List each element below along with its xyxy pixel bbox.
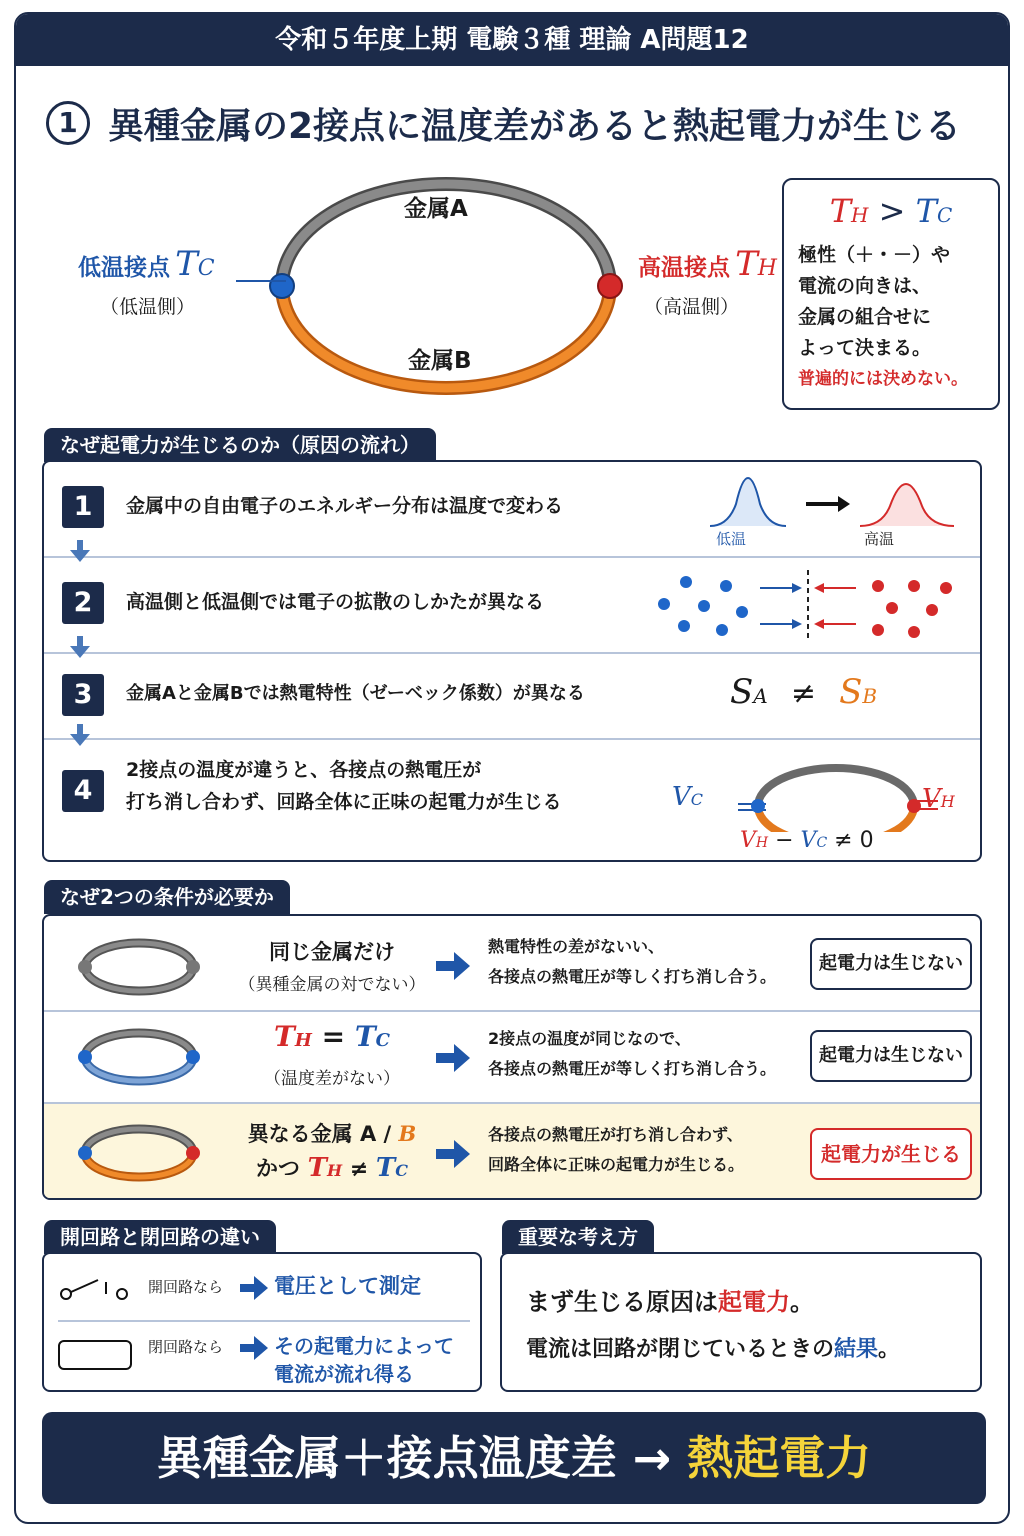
page-frame [14, 12, 1010, 1524]
energy-distribution-graphic [710, 474, 960, 530]
low-temp-label: 低温 [716, 530, 747, 548]
condition-row-emf: 異なる金属 A / B かつ TH ≠ TC 各接点の熱電圧が打ち消し合わず、 回路全体に正味の起電力が生じる。 起電力が生じる [44, 1104, 980, 1200]
hot-junction-label: 高温接点 TH [638, 244, 777, 284]
vh-label: VH [922, 784, 955, 814]
circuit-section-tab: 開回路と閉回路の違い [44, 1220, 276, 1254]
temp-diff-condition: かつ TH ≠ TC [255, 1153, 409, 1183]
net-emf-expression: VH − VC ≠ 0 [740, 828, 874, 853]
key-line-1: まず生じる原因は起電力。 [526, 1288, 814, 1316]
callout-line-2: 電流の向きは、 [798, 275, 932, 297]
dissimilar-metal-loop-icon [74, 1120, 204, 1186]
equal-temp-loop-icon [74, 1024, 204, 1090]
emf-badge: 起電力が生じる [810, 1128, 972, 1180]
key-line-2: 電流は回路が閉じているときの結果。 [526, 1337, 901, 1362]
open-circuit-result: 電圧として測定 [274, 1274, 421, 1298]
summary-banner: 異種金属＋接点温度差 → 熱起電力 [42, 1412, 986, 1504]
same-metal-loop-icon [74, 934, 204, 1000]
closed-circuit-icon [58, 1340, 132, 1370]
circuit-section [42, 1252, 482, 1392]
title-text: 異種金属の2接点に温度差があると熱起電力が生じる [108, 105, 962, 147]
cold-leader-line [236, 276, 286, 286]
hot-junction [598, 274, 622, 298]
callout-line-4: よって決まる。 [798, 337, 932, 359]
cause-step-3: 3 金属Aと金属Bでは熱電特性（ゼーベック係数）が異なる SA ≠ SB [44, 654, 980, 738]
condition-arrow-1 [436, 952, 470, 980]
hot-side-label: （高温側） [644, 296, 740, 318]
vc-label: VC [672, 782, 704, 812]
conditions-section-tab: なぜ2つの条件が必要か [44, 880, 290, 914]
callout-line-1: 極性（＋・－）や [798, 244, 951, 266]
callout-line-5: 普遍的には決めない。 [798, 369, 968, 389]
no-emf-badge-1: 起電力は生じない [810, 938, 972, 990]
cause-step-2: 2 高温側と低温側では電子の拡散のしかたが異なる [44, 558, 980, 652]
condition-arrow-2 [436, 1044, 470, 1072]
equal-temp-formula: TH = TC [274, 1020, 390, 1053]
temperature-inequality: TH > TC [829, 192, 953, 230]
no-emf-badge-2: 起電力は生じない [810, 1030, 972, 1082]
open-switch-icon [58, 1274, 134, 1304]
high-temp-curve [860, 484, 954, 526]
closed-circuit-label: 閉回路なら [148, 1338, 224, 1356]
closed-circuit-result-1: その起電力によって [274, 1334, 454, 1358]
condition-row-same-metal: 同じ金属だけ （異種金属の対でない） 熱電特性の差がないい、 各接点の熱電圧が等しく打ち消し合う。 起電力は生じない [44, 920, 980, 1010]
main-title [46, 88, 961, 158]
metal-b-label: 金属B [408, 348, 472, 374]
header-bar: 令和５年度上期 電験３種 理論 A問題12 [16, 14, 1008, 66]
cause-section-tab: なぜ起電力が生じるのか（原因の流れ） [44, 428, 436, 462]
cause-step-1: 1 金属中の自由電子のエネルギー分布は温度で変わる 低温 高温 [44, 462, 980, 556]
mini-loop-graphic [704, 752, 924, 832]
title-number: 1 [46, 101, 90, 145]
electron-diffusion-graphic [656, 568, 956, 644]
condition-arrow-3 [436, 1140, 470, 1168]
key-section-tab: 重要な考え方 [502, 1220, 654, 1254]
low-temp-curve [710, 478, 786, 526]
cause-section [42, 460, 982, 862]
seebeck-inequality: SA ≠ SB [730, 672, 878, 712]
metal-a-label: 金属A [404, 196, 468, 222]
polarity-callout [782, 178, 1000, 410]
cold-junction-label: 低温接点 TC [78, 244, 215, 284]
closed-circuit-result-2: 電流が流れ得る [274, 1362, 414, 1386]
key-section [500, 1252, 982, 1392]
open-circuit-label: 開回路なら [148, 1278, 224, 1296]
condition-row-no-temp-diff: TH = TC （温度差がない） 2接点の温度が同じなので、 各接点の熱電圧が等しく打ち消し合う。 起電力は生じない [44, 1012, 980, 1102]
cause-step-4: 4 2接点の温度が違うと、各接点の熱電圧が 打ち消し合わず、回路全体に正味の起電力が生じる VC VH VH − VC ≠ 0 [44, 740, 980, 862]
cold-side-label: （低温側） [100, 296, 196, 318]
conditions-section [42, 914, 982, 1200]
callout-line-3: 金属の組合せに [798, 306, 932, 328]
high-temp-label: 高温 [864, 530, 895, 548]
dissimilar-metal-title: 異なる金属 A / B [247, 1121, 417, 1146]
